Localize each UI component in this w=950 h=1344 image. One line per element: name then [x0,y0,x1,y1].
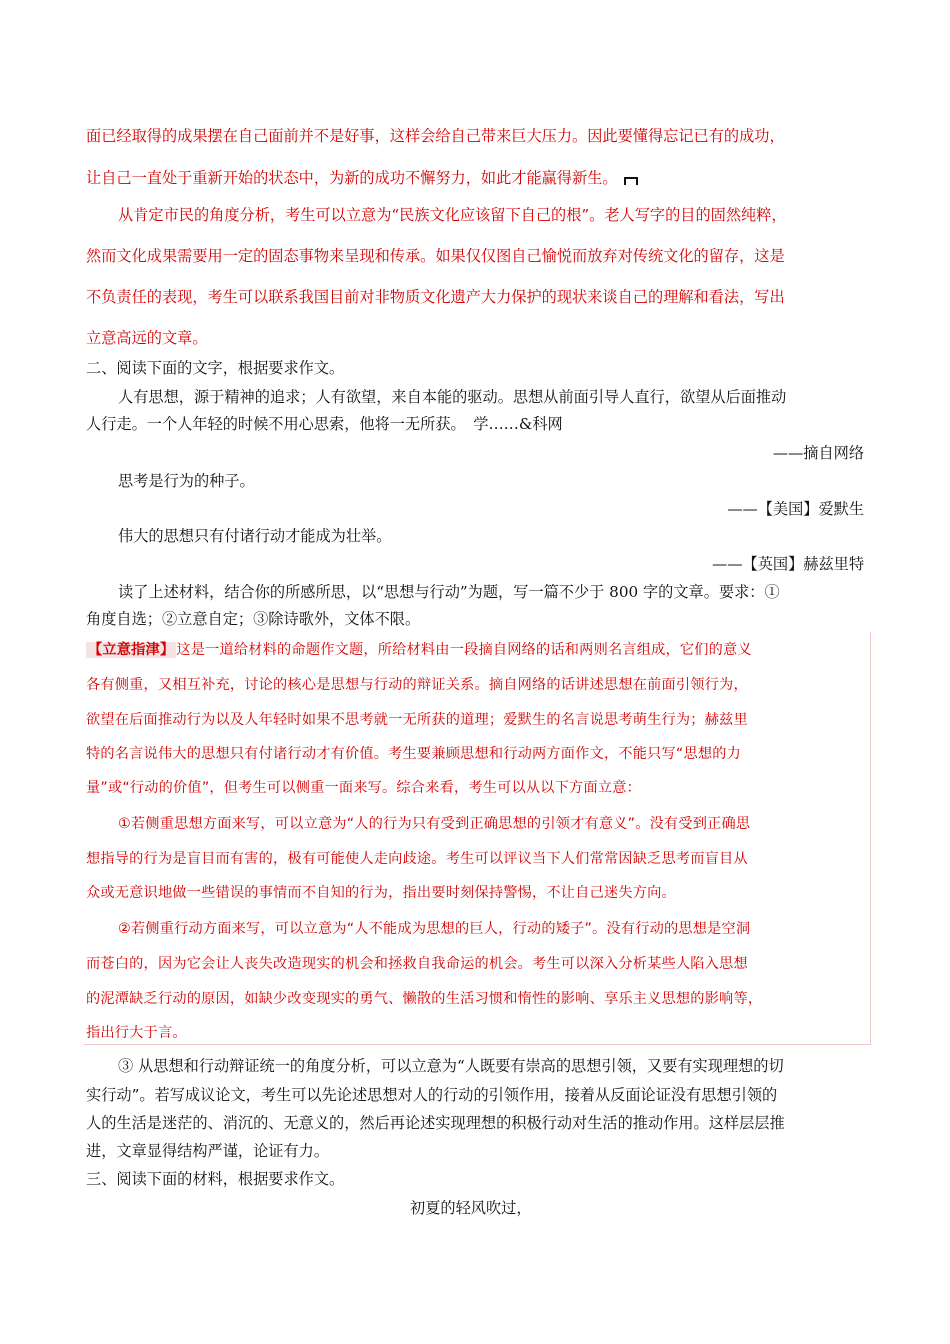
guide-line: 众或无意识地做一些错误的事情而不自知的行为，指出要时刻保持警惕，不让自己迷失方向。 [86,885,676,901]
analysis-line: 面已经取得的成果摆在自己面前并不是好事，这样会给自己带来巨大压力。因此要懂得忘记已有的成功， [86,127,785,145]
material-line: 人有思想，源于精神的追求；人有欲望，来自本能的驱动。思想从前面引导人直行，欲望从后面推动 [118,388,787,406]
guide-line: 想指导的行为是盲目而有害的，极有可能使人走向歧途。考生可以评议当下人们常常因缺乏思考而盲目从 [86,851,748,867]
body-line: 进，文章显得结构严谨，论证有力。 [86,1142,329,1160]
analysis-line: 然而文化成果需要用一定的固态事物来呈现和传承。如果仅仅图自己愉悦而放弃对传统文化的留存，这是 [86,247,785,265]
guide-text: 这是一道给材料的命题作文题，所给材料由一段摘自网络的话和两则名言组成，它们的意义 [176,642,752,658]
analysis-line [86,166,864,190]
guide-line: ①若侧重思想方面来写，可以立意为“人的行为只有受到正确思想的引领才有意义”。没有受到正确思 [118,816,751,832]
guide-line: 指出行大于言。 [86,1025,187,1041]
section-heading: 二、阅读下面的文字，根据要求作文。 [86,359,345,377]
material-line: 人行走。一个人年轻的时候不用心思索，他将一无所获。 学……&科网 [86,415,563,433]
body-line: 人的生活是迷茫的、消沉的、无意义的，然后再论述实现理想的积极行动对生活的推动作用。这样层层推 [86,1114,785,1132]
analysis-line: 从肯定市民的角度分析，考生可以立意为“民族文化应该留下自己的根”。老人写字的目的固然纯粹， [118,206,787,224]
analysis-text: 让自己一直处于重新开始的状态中，为新的成功不懈努力，如此才能赢得新生。 [86,169,618,187]
quote-source: ——【美国】爱默生 [727,500,864,518]
edit-mark-icon [624,177,638,185]
guide-tag: 【立意指津】 [88,642,175,658]
guide-line: 而苍白的，因为它会让人丧失改造现实的机会和拯救自我命运的机会。考生可以深入分析某些人陷入思想 [86,956,748,972]
section-heading: 三、阅读下面的材料，根据要求作文。 [86,1170,345,1188]
body-line: 实行动”。若写成议论文，考生可以先论述思想对人的行动的引领作用，接着从反面论证没有思想引领的 [86,1086,778,1104]
guide-line: 特的名言说伟大的思想只有付诸行动才有价值。考生要兼顾思想和行动两方面作文，不能只写“思想的力 [86,746,741,762]
analysis-line: 不负责任的表现，考生可以联系我国目前对非物质文化遗产大力保护的现状来谈自己的理解和看法，写出 [86,288,785,306]
task-line: 角度自选；②立意自定；③除诗歌外，文体不限。 [86,610,421,628]
analysis-line: 立意高远的文章。 [86,329,208,347]
guide-line: 欲望在后面推动行为以及人年轻时如果不思考就一无所获的道理；爱默生的名言说思考萌生行为；赫兹里 [86,712,748,728]
guide-line [86,638,864,662]
guide-line: 量”或“行动的价值”，但考生可以侧重一面来写。综合来看，考生可以从以下方面立意： [86,780,641,796]
material-source: ——摘自网络 [772,444,864,462]
task-line: 读了上述材料，结合你的所感所思，以“思想与行动”为题，写一篇不少于 800 字的文章。要求：① [118,583,780,601]
quote-line: 伟大的思想只有付诸行动才能成为壮举。 [118,527,392,545]
poem-line: 初夏的轻风吹过， [410,1199,532,1217]
guide-line: ②若侧重行动方面来写，可以立意为“人不能成为思想的巨人，行动的矮子”。没有行动的思想是空洞 [118,921,751,937]
quote-source: ——【英国】赫兹里特 [712,555,864,573]
body-line: ③ 从思想和行动辩证统一的角度分析，可以立意为“人既要有崇高的思想引领，又要有实现理想的切 [118,1057,784,1075]
guide-line: 的泥潭缺乏行动的原因，如缺少改变现实的勇气、懒散的生活习惯和惰性的影响、享乐主义思想的影响等， [86,991,763,1007]
guide-line: 各有侧重，又相互补充，讨论的核心是思想与行动的辩证关系。摘自网络的话讲述思想在前面引领行为， [86,677,748,693]
quote-line: 思考是行为的种子。 [118,472,255,490]
